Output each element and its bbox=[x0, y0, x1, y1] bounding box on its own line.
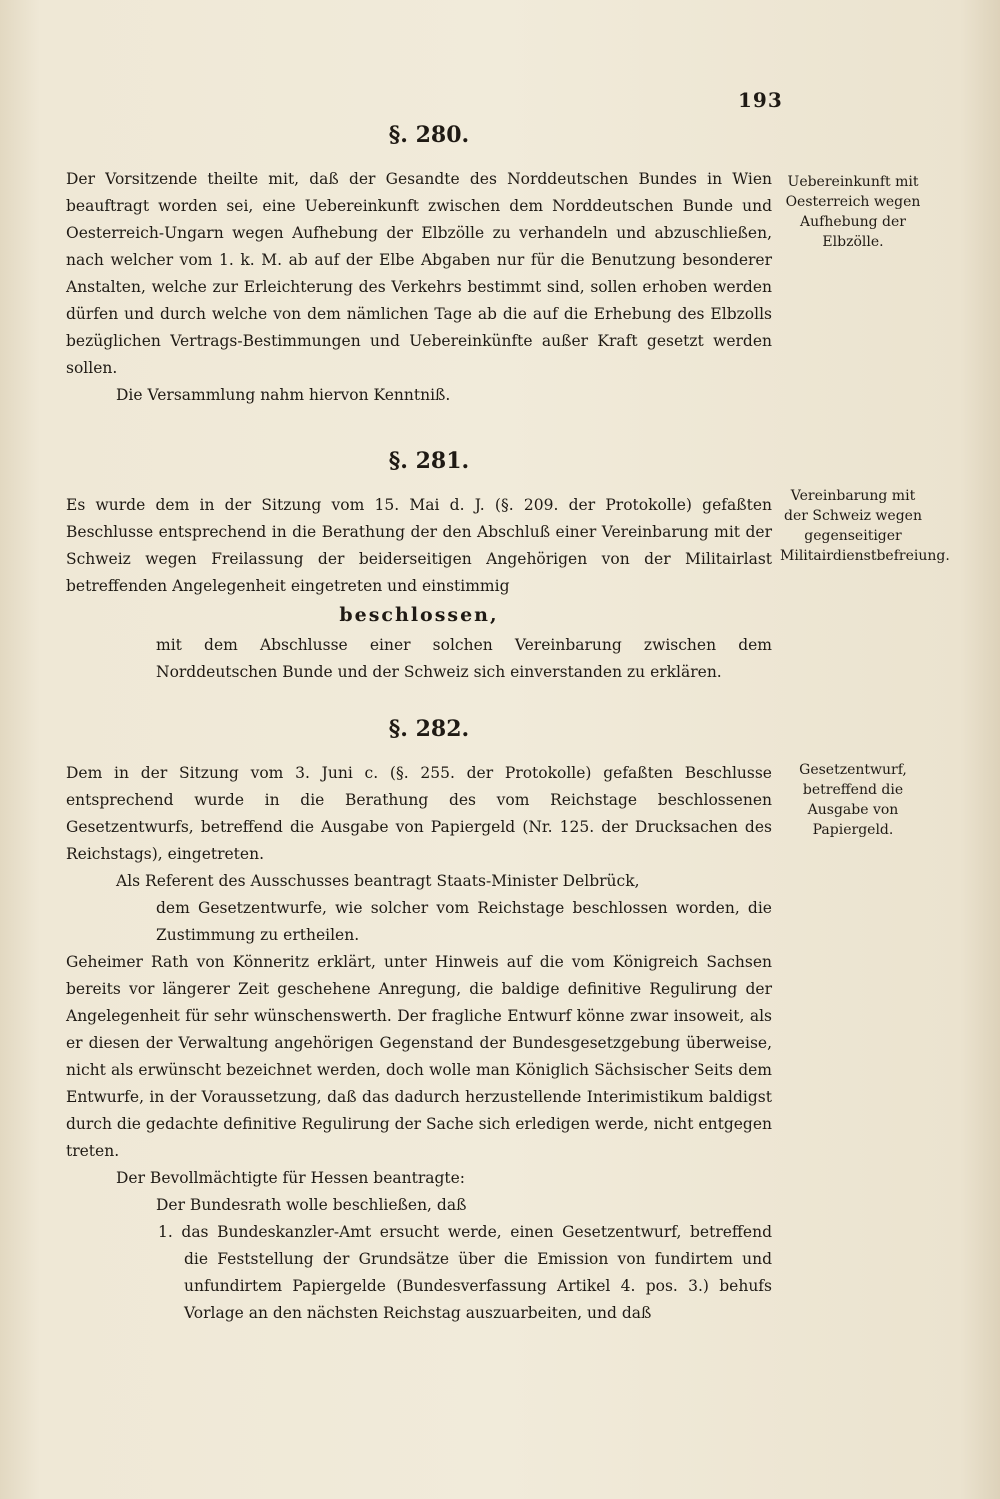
paragraph: Der Bundesrath wolle beschließen, daß bbox=[156, 1196, 467, 1214]
margin-note: Uebereinkunft mit Oesterreich wegen Aufhebung der Elbzölle. bbox=[785, 174, 921, 250]
section-281 bbox=[66, 448, 772, 686]
page-number: 193 bbox=[738, 88, 783, 112]
paragraph: Der Bevollmächtigte für Hessen beantragte: bbox=[116, 1169, 466, 1187]
paragraph: dem Gesetzentwurfe, wie solcher vom Reichstage beschlossen worden, die Zustimmung zu ertheilen. bbox=[156, 899, 772, 944]
resolution-word: beschlossen, bbox=[339, 604, 499, 626]
list-item: 1. das Bundeskanzler-Amt ersucht werde, einen Gesetzentwurf, betreffend die Feststellung der Grundsätze über die Emission von fundirtem und unfundirtem Papiergelde (Bundesverfassung Artikel 4. pos. 3.) behufs Vorlage an den nächsten Reichstag auszuarbeiten, und daß bbox=[158, 1223, 772, 1322]
section-heading: §. 280. bbox=[388, 122, 470, 148]
section-heading: §. 281. bbox=[388, 448, 470, 474]
section-282 bbox=[66, 716, 772, 1327]
margin-note: Vereinbarung mit der Schweiz wegen gegenseitiger Militairdienstbefreiung. bbox=[780, 488, 950, 564]
section-280 bbox=[66, 122, 772, 409]
paragraph: Dem in der Sitzung vom 3. Juni c. (§. 255. der Protokolle) gefaßten Beschlusse entsprechend wurde in die Berathung des vom Reichstage beschlossenen Gesetzentwurfs, betreffend die Ausgabe von Papiergeld (Nr. 125. der Drucksachen des Reichstags), eingetreten. bbox=[66, 764, 772, 863]
margin-note: Gesetzentwurf, betreffend die Ausgabe von Papiergeld. bbox=[799, 762, 907, 838]
section-heading: §. 282. bbox=[388, 716, 470, 742]
paragraph: Als Referent des Ausschusses beantragt Staats-Minister Delbrück, bbox=[116, 872, 640, 890]
paragraph: mit dem Abschlusse einer solchen Vereinbarung zwischen dem Norddeutschen Bunde und der Schweiz sich einverstanden zu erklären. bbox=[156, 636, 772, 681]
paragraph: Es wurde dem in der Sitzung vom 15. Mai d. J. (§. 209. der Protokolle) gefaßten Beschlusse entsprechend in die Berathung der den Abschluß einer Vereinbarung mit der Schweiz wegen Freilassung der beiderseitigen Angehörigen von der Militairlast betreffenden Angelegenheit eingetreten und einstimmig bbox=[66, 496, 772, 595]
paragraph: Die Versammlung nahm hiervon Kenntniß. bbox=[116, 386, 451, 404]
paragraph: Der Vorsitzende theilte mit, daß der Gesandte des Norddeutschen Bundes in Wien beauftragt worden sei, eine Uebereinkunft zwischen dem Norddeutschen Bunde und Oesterreich-Ungarn wegen Aufhebung der Elbzölle zu verhandeln und abzuschließen, nach welcher vom 1. k. M. ab auf der Elbe Abgaben nur für die Benutzung besonderer Anstalten, welche zur Erleichterung des Verkehrs bestimmt sind, sollen erhoben werden dürfen und durch welche von dem nämlichen Tage ab die auf die Erhebung des Elbzolls bezüglichen Vertrags-Bestimmungen und Uebereinkünfte außer Kraft gesetzt werden sollen. bbox=[66, 170, 772, 377]
paragraph: Geheimer Rath von Könneritz erklärt, unter Hinweis auf die vom Königreich Sachsen bereits vor längerer Zeit geschehene Anregung, die baldige definitive Regulirung der Angelegenheit für sehr wünschenswerth. Der fragliche Entwurf könne zwar insoweit, als er diesen der Verwaltung angehörigen Gegenstand der Bundesgesetzgebung überweise, nicht als erwünscht bezeichnet werden, doch wolle man Königlich Sächsischer Seits dem Entwurfe, in der Voraussetzung, daß das dadurch herzustellende Interimistikum baldigst durch die gedachte definitive Regulirung der Sache sich erledigen werde, nicht entgegen treten. bbox=[66, 953, 772, 1160]
